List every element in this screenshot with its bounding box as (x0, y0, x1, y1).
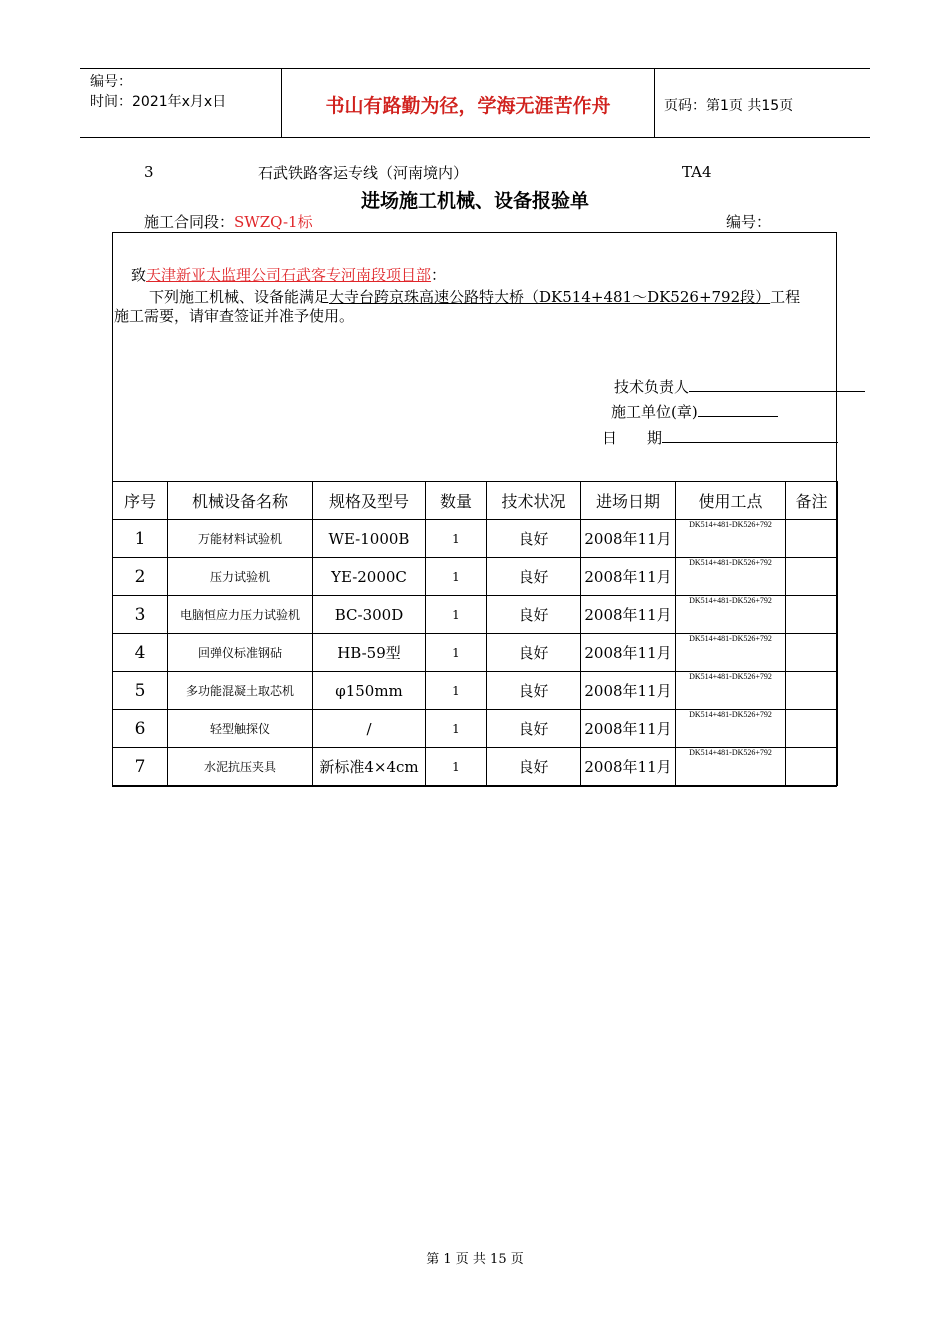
cell-site: DK514+481-DK526+792 (676, 596, 786, 634)
cell-qty: 1 (426, 672, 487, 710)
cell-status: 良好 (487, 672, 581, 710)
page-header (80, 68, 870, 138)
contract-value: SWZQ-1标 (234, 213, 313, 231)
sig-date-line (662, 428, 838, 443)
cell-qty: 1 (426, 634, 487, 672)
to-prefix: 致 (131, 266, 147, 284)
sig-tech-line (689, 377, 865, 392)
cell-date: 2008年11月 (581, 634, 676, 672)
cell-note (786, 558, 838, 596)
number-label: 编号： (726, 213, 772, 231)
cell-name: 电脑恒应力压力试验机 (168, 596, 313, 634)
cell-note (786, 710, 838, 748)
time-label: 时间：2021年x月x日 (90, 94, 227, 110)
cell-note (786, 748, 838, 786)
serial-label: 编号： (90, 74, 132, 90)
page-info: 页码：第1页 共15页 (664, 98, 794, 114)
cell-site: DK514+481-DK526+792 (676, 520, 786, 558)
col-header-site: 使用工点 (676, 482, 786, 520)
body-line-1 (149, 286, 800, 307)
col-header-status: 技术状况 (487, 482, 581, 520)
equipment-table (112, 481, 838, 786)
cell-date: 2008年11月 (581, 710, 676, 748)
cell-date: 2008年11月 (581, 520, 676, 558)
header-page-cell (654, 69, 870, 137)
form-code: TA4 (682, 163, 712, 181)
cell-name: 万能材料试验机 (168, 520, 313, 558)
sig-unit-line (698, 402, 778, 417)
cell-note (786, 672, 838, 710)
line1-project: 大寺台跨京珠高速公路特大桥（DK514+481～DK526+792段） (329, 288, 771, 306)
table-row (113, 710, 838, 748)
cell-no: 3 (113, 596, 168, 634)
cell-no: 4 (113, 634, 168, 672)
cell-site: DK514+481-DK526+792 (676, 558, 786, 596)
table-row (113, 520, 838, 558)
cell-name: 压力试验机 (168, 558, 313, 596)
cell-qty: 1 (426, 748, 487, 786)
cell-qty: 1 (426, 596, 487, 634)
sig-tech-row (614, 376, 865, 397)
cell-note (786, 634, 838, 672)
table-row (113, 672, 838, 710)
cell-status: 良好 (487, 710, 581, 748)
col-header-spec: 规格及型号 (313, 482, 426, 520)
to-suffix: ： (431, 266, 447, 284)
page-footer: 第 1 页 共 15 页 (426, 1252, 524, 1267)
cell-no: 2 (113, 558, 168, 596)
line1-prefix: 下列施工机械、设备能满足 (149, 288, 330, 306)
sig-date-label: 日 期 (602, 429, 663, 447)
cell-spec: / (313, 710, 426, 748)
contract-label: 施工合同段： (144, 213, 235, 231)
col-header-name: 机械设备名称 (168, 482, 313, 520)
cell-name: 回弹仪标准钢砧 (168, 634, 313, 672)
cell-date: 2008年11月 (581, 558, 676, 596)
line1-suffix: 工程 (770, 288, 801, 306)
cell-name: 多功能混凝土取芯机 (168, 672, 313, 710)
header-motto-cell (281, 69, 655, 137)
cell-date: 2008年11月 (581, 596, 676, 634)
cell-note (786, 520, 838, 558)
cell-spec: YE-2000C (313, 558, 426, 596)
cell-name: 水泥抗压夹具 (168, 748, 313, 786)
contract-line (144, 211, 313, 232)
cell-status: 良好 (487, 596, 581, 634)
table-row (113, 558, 838, 596)
cell-name: 轻型触探仪 (168, 710, 313, 748)
project-name: 石武铁路客运专线（河南境内） (258, 164, 469, 182)
cell-spec: φ150mm (313, 672, 426, 710)
cell-no: 5 (113, 672, 168, 710)
cell-site: DK514+481-DK526+792 (676, 710, 786, 748)
page-title: 进场施工机械、设备报验单 (360, 190, 589, 212)
cell-qty: 1 (426, 520, 487, 558)
cell-date: 2008年11月 (581, 748, 676, 786)
cell-qty: 1 (426, 558, 487, 596)
col-header-qty: 数量 (426, 482, 487, 520)
cell-qty: 1 (426, 710, 487, 748)
motto: 书山有路勤为径，学海无涯苦作舟 (325, 95, 611, 117)
table-header-row (113, 482, 838, 520)
header-meta (80, 69, 281, 137)
cell-no: 7 (113, 748, 168, 786)
col-header-no: 序号 (113, 482, 168, 520)
col-header-date: 进场日期 (581, 482, 676, 520)
addressee-line (131, 264, 446, 285)
col-header-note: 备注 (786, 482, 838, 520)
body-line-2: 施工需要，请审查签证并准予使用。 (114, 307, 355, 325)
cell-status: 良好 (487, 520, 581, 558)
table-row (113, 748, 838, 786)
cell-note (786, 596, 838, 634)
cell-spec: BC-300D (313, 596, 426, 634)
cell-date: 2008年11月 (581, 672, 676, 710)
sig-unit-row (611, 401, 778, 422)
cell-site: DK514+481-DK526+792 (676, 748, 786, 786)
cell-spec: 新标准4×4cm (313, 748, 426, 786)
sig-unit-label: 施工单位(章) (611, 403, 698, 421)
doc-number: 3 (144, 163, 154, 181)
cell-no: 6 (113, 710, 168, 748)
cell-site: DK514+481-DK526+792 (676, 672, 786, 710)
cell-status: 良好 (487, 748, 581, 786)
cell-spec: HB-59型 (313, 634, 426, 672)
table-row (113, 596, 838, 634)
cell-status: 良好 (487, 634, 581, 672)
to-recipient: 天津新亚太监理公司石武客专河南段项目部 (146, 266, 432, 284)
cell-status: 良好 (487, 558, 581, 596)
cell-site: DK514+481-DK526+792 (676, 634, 786, 672)
table-row (113, 634, 838, 672)
cell-spec: WE-1000B (313, 520, 426, 558)
cell-no: 1 (113, 520, 168, 558)
sig-date-row (602, 427, 838, 448)
sig-tech-label: 技术负责人 (614, 378, 690, 396)
